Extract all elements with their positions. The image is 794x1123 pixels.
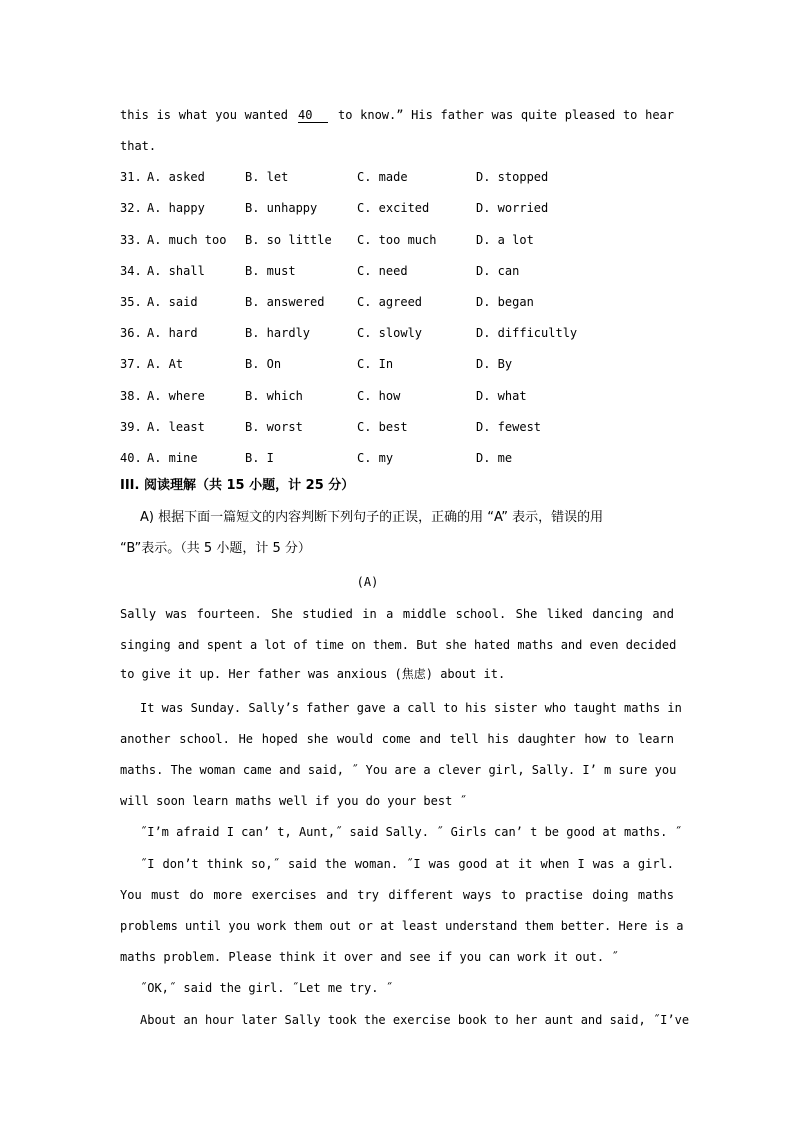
question-number: 35. — [120, 295, 142, 309]
option-c: C. too much — [357, 233, 437, 247]
option-d: D. a lot — [476, 233, 534, 247]
passage-line: ˝OK,˝ said the girl. ˝Let me try. ˝ — [140, 981, 393, 995]
question-number: 37. — [120, 357, 142, 371]
passage-line: Sally was fourteen. She studied in a middle school. She liked dancing and — [120, 607, 674, 621]
option-d: D. By — [476, 357, 513, 371]
option-a: A. much too — [147, 233, 227, 247]
question-row — [120, 200, 680, 216]
question-row — [120, 263, 680, 279]
answer-blank-40: 40 — [298, 109, 328, 123]
passage-line: ˝I’m afraid I can’ t, Aunt,˝ said Sally. ˝ Girls can’ t be good at maths. ˝ — [140, 825, 682, 839]
option-a: A. said — [147, 295, 198, 309]
intro-line-1 — [120, 107, 674, 123]
passage-line: will soon learn maths well if you do your best ˝ — [120, 794, 467, 808]
intro-text-before: this is what you wanted — [120, 108, 288, 122]
passage-line: maths problem. Please think it over and see if you can work it out. ˝ — [120, 950, 619, 964]
option-b: B. I — [245, 451, 274, 465]
option-d: D. what — [476, 389, 527, 403]
option-c: C. In — [357, 357, 394, 371]
question-row — [120, 356, 680, 372]
option-b: B. which — [245, 389, 303, 403]
passage-line: It was Sunday. Sally’s father gave a call to his sister who taught maths in — [140, 701, 682, 715]
passage-line: singing and spent a lot of time on them. But she hated maths and even decided — [120, 638, 677, 652]
option-d: D. fewest — [476, 420, 542, 434]
option-a: A. mine — [147, 451, 198, 465]
question-number: 31. — [120, 170, 142, 184]
question-number: 36. — [120, 326, 142, 340]
option-c: C. my — [357, 451, 394, 465]
option-d: D. difficultly — [476, 326, 578, 340]
option-b: B. so little — [245, 233, 332, 247]
question-number: 40. — [120, 451, 142, 465]
option-b: B. must — [245, 264, 296, 278]
option-d: D. me — [476, 451, 513, 465]
question-row — [120, 388, 680, 404]
option-a: A. At — [147, 357, 184, 371]
section-heading: III. 阅读理解（共 15 小题，计 25 分） — [120, 478, 355, 493]
question-row — [120, 325, 680, 341]
option-b: B. On — [245, 357, 282, 371]
question-number: 39. — [120, 420, 142, 434]
passage-line: ˝I don’t think so,˝ said the woman. ˝I was good at it when I was a girl. — [140, 857, 674, 871]
question-row — [120, 232, 680, 248]
question-number: 34. — [120, 264, 142, 278]
option-c: C. excited — [357, 201, 430, 215]
instruction-line-2: “B”表示。（共 5 小题，计 5 分） — [120, 541, 311, 556]
instruction-line-1: A) 根据下面一篇短文的内容判断下列句子的正误，正确的用 “A” 表示，错误的用 — [140, 510, 604, 525]
option-a: A. shall — [147, 264, 205, 278]
question-row — [120, 169, 680, 185]
question-row — [120, 294, 680, 310]
passage-line: to give it up. Her father was anxious (焦虑) about it. — [120, 667, 506, 681]
question-row — [120, 450, 680, 466]
option-a: A. happy — [147, 201, 205, 215]
question-number: 38. — [120, 389, 142, 403]
intro-line-2: that. — [120, 139, 157, 153]
passage-line: another school. He hoped she would come and tell his daughter how to learn — [120, 732, 674, 746]
option-c: C. how — [357, 389, 401, 403]
option-a: A. hard — [147, 326, 198, 340]
option-b: B. unhappy — [245, 201, 318, 215]
question-number: 33. — [120, 233, 142, 247]
intro-text-after: to know.” His father was quite pleased to hear — [338, 108, 674, 122]
passage-line: problems until you work them out or at least understand them better. Here is a — [120, 919, 684, 933]
option-a: A. least — [147, 420, 205, 434]
option-a: A. asked — [147, 170, 205, 184]
passage-line: You must do more exercises and try different ways to practise doing maths — [120, 888, 674, 902]
option-b: B. let — [245, 170, 289, 184]
option-b: B. hardly — [245, 326, 311, 340]
option-c: C. best — [357, 420, 408, 434]
option-d: D. can — [476, 264, 520, 278]
option-c: C. need — [357, 264, 408, 278]
option-b: B. answered — [245, 295, 325, 309]
option-b: B. worst — [245, 420, 303, 434]
passage-line: About an hour later Sally took the exercise book to her aunt and said, ˝I’ve — [140, 1013, 690, 1027]
passage-label: (A) — [356, 575, 379, 589]
option-a: A. where — [147, 389, 205, 403]
passage-line: maths. The woman came and said, ˝ You are a clever girl, Sally. I’ m sure you — [120, 763, 677, 777]
option-c: C. slowly — [357, 326, 423, 340]
option-c: C. agreed — [357, 295, 423, 309]
option-d: D. stopped — [476, 170, 549, 184]
question-row — [120, 419, 680, 435]
option-d: D. worried — [476, 201, 549, 215]
option-d: D. began — [476, 295, 534, 309]
option-c: C. made — [357, 170, 408, 184]
question-number: 32. — [120, 201, 142, 215]
